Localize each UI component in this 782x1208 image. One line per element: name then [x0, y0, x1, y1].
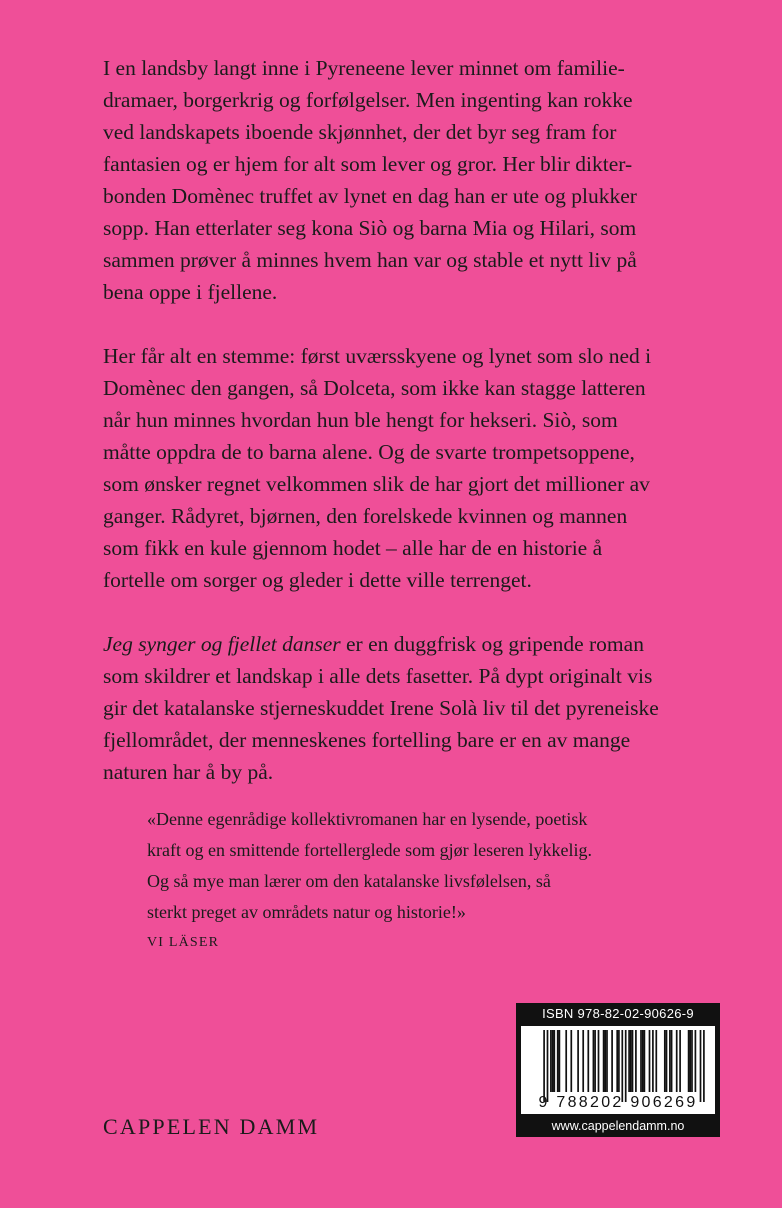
barcode-bar	[628, 1030, 630, 1092]
barcode-bar	[570, 1030, 572, 1092]
cover-blurb	[103, 52, 713, 820]
barcode-bar	[689, 1030, 691, 1092]
book-title-italic: Jeg synger og fjellet danser	[103, 632, 341, 656]
barcode-bar	[644, 1030, 646, 1092]
barcode-area	[521, 1026, 715, 1114]
barcode-bar	[652, 1030, 654, 1092]
blurb-paragraph-1: I en landsby langt inne i Pyreneene lever minnet om familie- dramaer, borgerkrig og forfølgelser. Men ingenting kan rokke ved landskapets iboende skjønnhet, der det byr seg fram for fantasien og er hjem for alt som lever og gror. Her blir dikter- bonden Domènec truffet av lynet en dag han er ute og plukker sopp. Han etterlater seg kona Siò og barna Mia og Hilari, som sammen prøver å minnes hvem han var og stable et nytt liv på bena oppe i fjellene.	[103, 56, 637, 304]
barcode-bar	[587, 1030, 589, 1092]
barcode-bar	[559, 1030, 561, 1092]
barcode-bar	[606, 1030, 608, 1092]
isbn-label: ISBN 978-82-02-90626-9	[542, 1006, 694, 1021]
barcode-digits: 9 788202 906269	[538, 1094, 698, 1111]
barcode-bar	[550, 1030, 552, 1092]
blurb-paragraph-3	[103, 628, 713, 788]
barcode-bar	[642, 1030, 644, 1092]
barcode-bar	[664, 1030, 666, 1092]
isbn-barcode	[516, 1003, 720, 1137]
barcode-bar	[640, 1030, 642, 1092]
review-quote-block	[147, 804, 747, 956]
barcode-bar	[671, 1030, 673, 1092]
review-quote: «Denne egenrådige kollektivromanen har en lysende, poetisk kraft og en smittende fortellerglede som gjør leseren lykkelig. Og så mye man lærer om den katalanske livsfølelsen, så sterkt preget av områdets natur og historie!»	[147, 809, 593, 922]
barcode-bar	[594, 1030, 596, 1092]
barcode-bar	[603, 1030, 605, 1092]
barcode-bar	[553, 1030, 555, 1092]
blurb-paragraph-2: Her får alt en stemme: først uværsskyene og lynet som slo ned i Domènec den gangen, så Dolceta, som ikke kan stagge latteren når hun minnes hvordan hun ble hengt for hekseri. Siò, som måtte oppdra de to barna alene. Og de svarte trompetsoppene, som ønsker regnet velkommen slik de har gjort det millioner av ganger. Rådyret, bjørnen, den forelskede kvinnen og mannen som fikk en kule gjennom hodet – alle har de en historie å fortelle om sorger og gleder i dette ville terrenget.	[103, 344, 652, 592]
barcode-bar	[565, 1030, 567, 1092]
barcode-bar	[655, 1030, 657, 1092]
barcode-bar	[552, 1030, 554, 1092]
barcode-bar	[669, 1030, 671, 1092]
barcode-bar	[618, 1030, 620, 1092]
barcode-bar	[557, 1030, 559, 1092]
barcode-bar	[632, 1030, 634, 1092]
publisher-logo: CAPPELEN DAMM	[103, 1114, 320, 1139]
review-source: VI LÄSER	[147, 935, 220, 950]
publisher-website: www.cappelendamm.no	[551, 1119, 685, 1133]
barcode-bar	[695, 1030, 697, 1092]
barcode-bar	[630, 1030, 632, 1092]
barcode-bar	[611, 1030, 613, 1092]
barcode-bar	[691, 1030, 693, 1092]
barcode-bar	[666, 1030, 668, 1092]
barcode-bar	[604, 1030, 606, 1092]
barcode-bar	[679, 1030, 681, 1092]
barcode-bar	[616, 1030, 618, 1092]
blurb-paragraph-3-text: er en duggfrisk og gripende roman som skildrer et landskap i alle dets fasetter. På dypt originalt vis gir det katalanske stjerneskuddet Irene Solà liv til det pyreneiske fjellområdet, der menneskenes fortelling bare er en av mange naturen har å by på.	[103, 632, 659, 784]
barcode-bar	[577, 1030, 579, 1092]
barcode-bar	[598, 1030, 600, 1092]
barcode-bar	[582, 1030, 584, 1092]
barcode-bar	[688, 1030, 690, 1092]
barcode-bar	[649, 1030, 651, 1092]
barcode-bar	[635, 1030, 637, 1092]
barcode-bar	[676, 1030, 678, 1092]
barcode-bar	[593, 1030, 595, 1092]
